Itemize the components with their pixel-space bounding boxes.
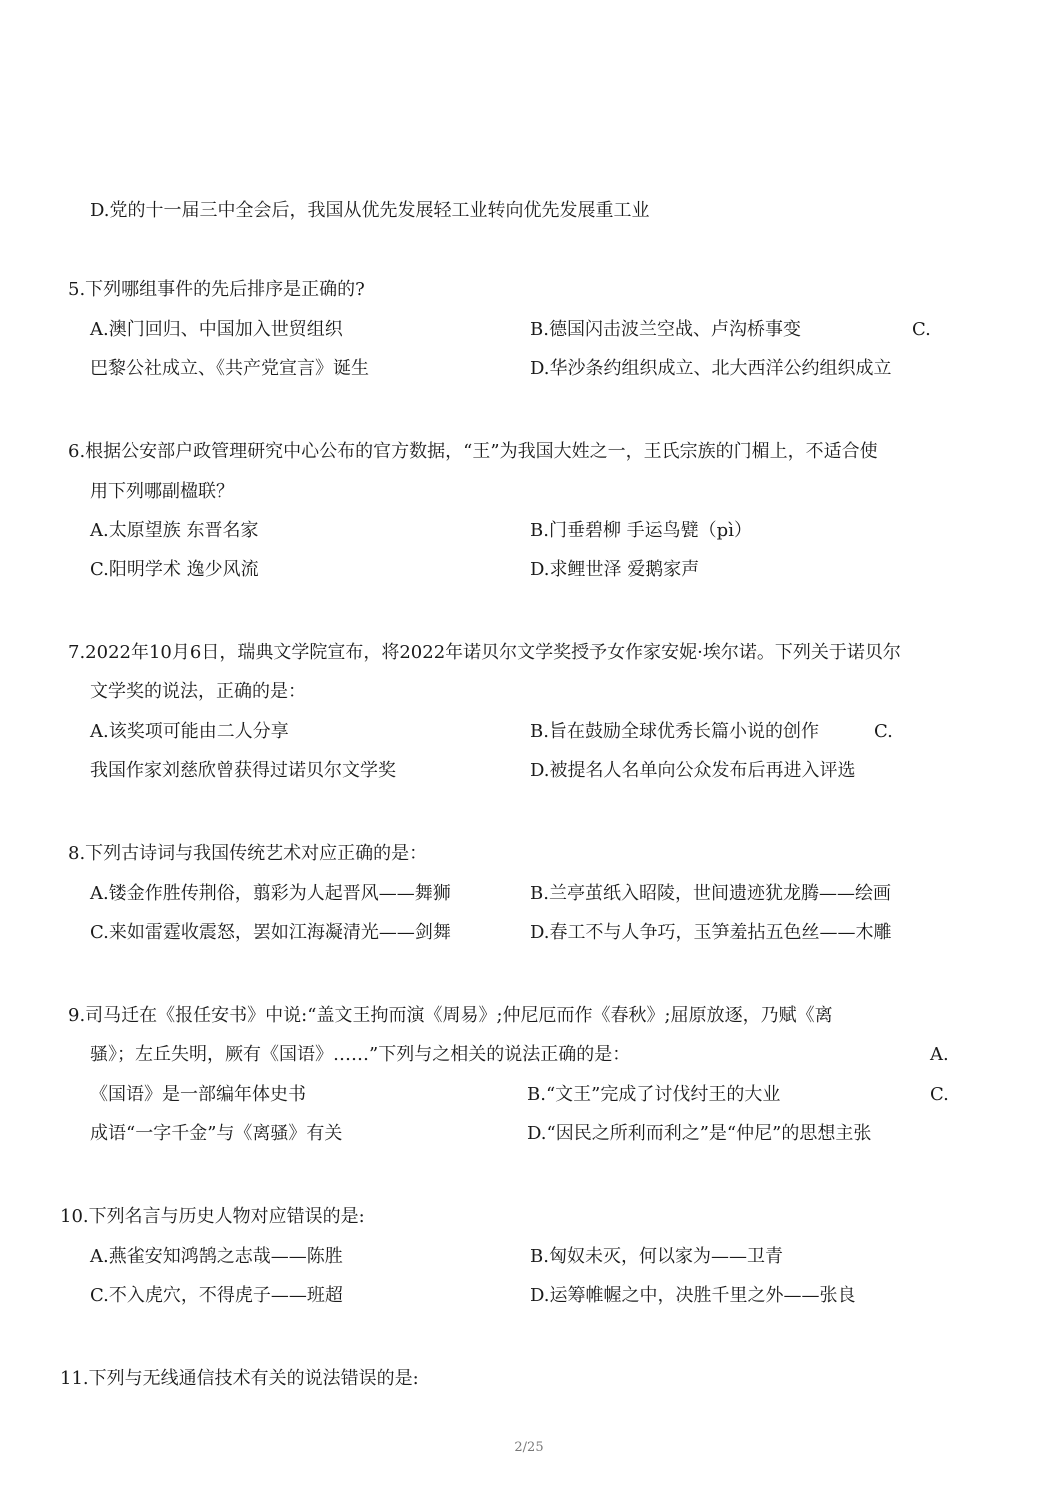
q9-option-c-text: 成语“一字千金”与《离骚》有关 — [90, 1123, 343, 1144]
q8-option-b: B.兰亭茧纸入昭陵，世间遗迹犹龙腾——绘画 — [530, 883, 891, 904]
q8-stem: 8.下列古诗词与我国传统艺术对应正确的是： — [68, 843, 428, 864]
q10-option-d: D.运筹帷幄之中，决胜千里之外——张良 — [530, 1285, 856, 1306]
q9-option-a-label: A. — [930, 1044, 949, 1065]
q9-option-b: B.“文王”完成了讨伐纣王的大业 — [527, 1084, 781, 1105]
q5-option-b: B.德国闪击波兰空战、卢沟桥事变 — [530, 319, 801, 340]
q10-stem: 10.下列名言与历史人物对应错误的是: — [60, 1206, 365, 1227]
q5-stem: 5.下列哪组事件的先后排序是正确的? — [68, 279, 365, 300]
q7-option-c-text: 我国作家刘慈欣曾获得过诺贝尔文学奖 — [90, 760, 396, 781]
q4-option-d: D.党的十一届三中全会后，我国从优先发展轻工业转向优先发展重工业 — [90, 200, 650, 221]
q10-option-b: B.匈奴未灭，何以家为——卫青 — [530, 1246, 783, 1267]
q6-option-d: D.求鲤世泽 爱鹅家声 — [530, 559, 700, 580]
q5-option-c-text: 巴黎公社成立、《共产党宣言》诞生 — [90, 358, 369, 379]
q6-option-a: A.太原望族 东晋名家 — [90, 520, 259, 541]
q8-option-c: C.来如雷霆收震怒，罢如江海凝清光——剑舞 — [90, 922, 451, 943]
q7-option-b: B.旨在鼓励全球优秀长篇小说的创作 — [530, 721, 819, 742]
q9-stem-line1: 9.司马迁在《报任安书》中说:“盖文王拘而演《周易》;仲尼厄而作《春秋》;屈原放逐，乃赋《离 — [68, 1005, 833, 1026]
q6-option-b: B.门垂碧柳 手运鸟甓（pì） — [530, 520, 752, 541]
q11-stem: 11.下列与无线通信技术有关的说法错误的是: — [60, 1368, 419, 1389]
q5-option-c-label: C. — [912, 319, 931, 340]
q5-option-a: A.澳门回归、中国加入世贸组织 — [90, 319, 343, 340]
q8-option-a: A.镂金作胜传荆俗，翦彩为人起晋风——舞狮 — [90, 883, 451, 904]
q6-option-c: C.阳明学术 逸少风流 — [90, 559, 259, 580]
q9-stem-line2: 骚》；左丘失明，厥有《国语》……”下列与之相关的说法正确的是： — [90, 1044, 631, 1065]
page-number: 2/25 — [514, 1440, 544, 1455]
q7-option-a: A.该奖项可能由二人分享 — [90, 721, 289, 742]
q6-stem-line1: 6.根据公安部户政管理研究中心公布的官方数据，“王”为我国大姓之一，王氏宗族的门楣上，不适合使 — [68, 441, 878, 462]
q9-option-c-label: C. — [930, 1084, 949, 1105]
q6-stem-line2: 用下列哪副楹联？ — [90, 481, 234, 502]
q10-option-a: A.燕雀安知鸿鹄之志哉——陈胜 — [90, 1246, 343, 1267]
q9-option-d: D.“因民之所利而利之”是“仲尼”的思想主张 — [527, 1123, 872, 1144]
q7-option-d: D.被提名人名单向公众发布后再进入评选 — [530, 760, 856, 781]
q5-option-d: D.华沙条约组织成立、北大西洋公约组织成立 — [530, 358, 892, 379]
q10-option-c: C.不入虎穴，不得虎子——班超 — [90, 1285, 343, 1306]
q7-stem-line1: 7.2022年10月6日，瑞典文学院宣布，将2022年诺贝尔文学奖授予女作家安妮·埃尔诺。下列关于诺贝尔 — [68, 642, 901, 663]
q7-option-c-label: C. — [874, 721, 893, 742]
q8-option-d: D.春工不与人争巧，玉笋羞拈五色丝——木雕 — [530, 922, 892, 943]
q7-stem-line2: 文学奖的说法，正确的是： — [90, 681, 306, 702]
q9-option-a-text: 《国语》是一部编年体史书 — [90, 1084, 306, 1105]
